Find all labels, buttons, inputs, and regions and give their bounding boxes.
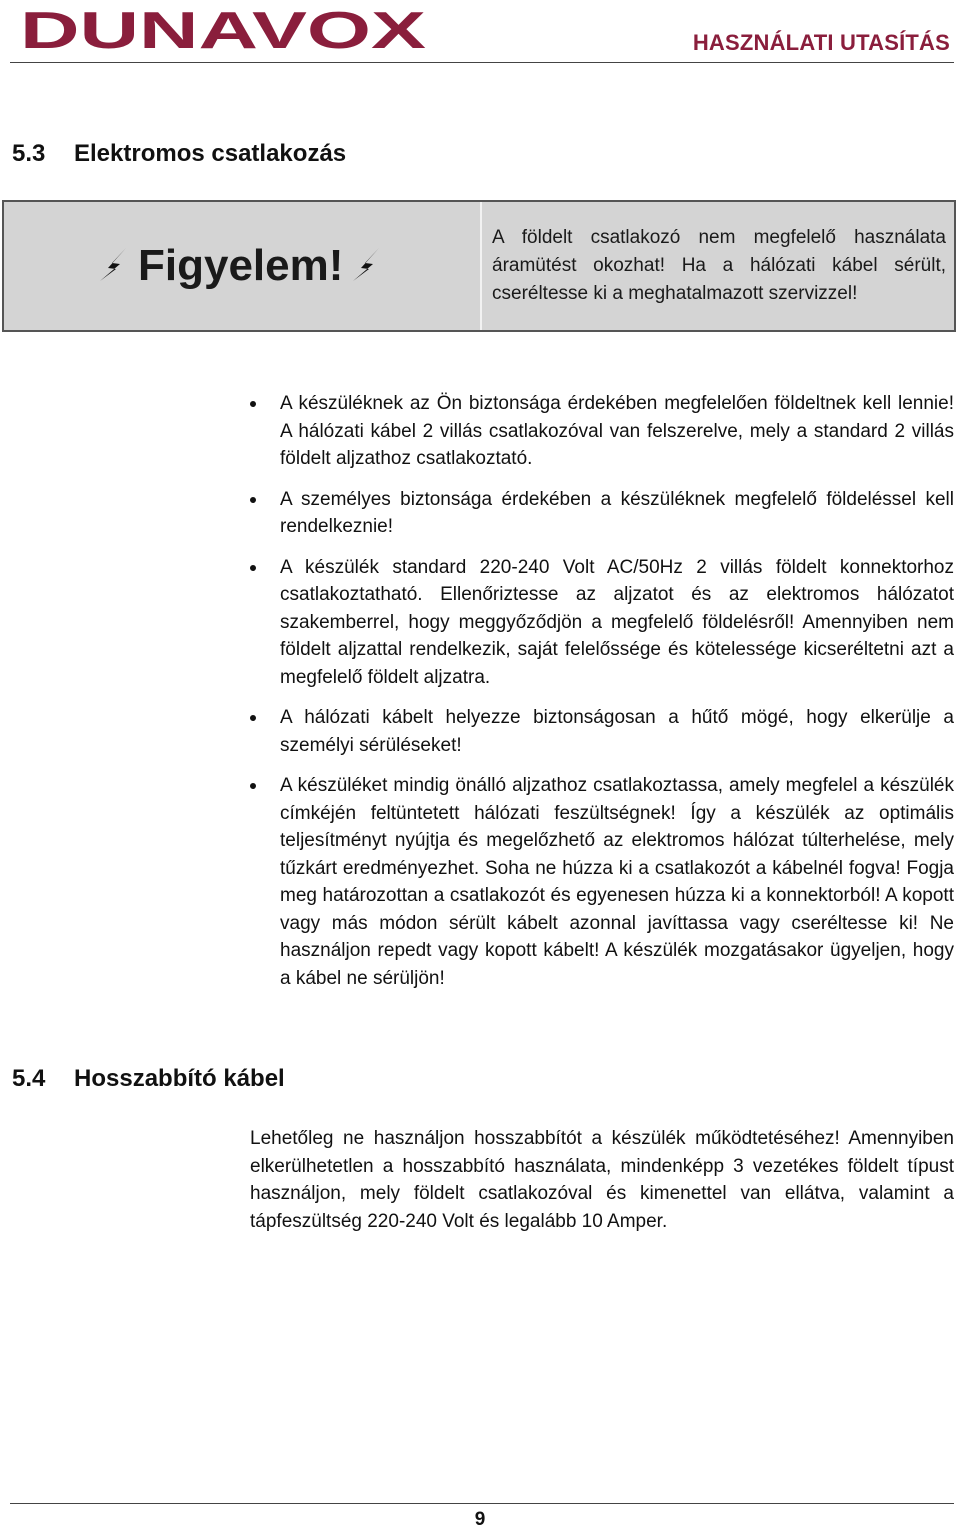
bullet-icon (250, 565, 256, 571)
section-number: 5.4 (12, 1065, 46, 1092)
safety-bullet-list (248, 390, 954, 1005)
header-divider (10, 62, 954, 63)
warning-label: Figyelem! (138, 241, 344, 290)
section-number: 5.3 (12, 140, 46, 167)
warning-divider (480, 202, 482, 330)
section-title: Hosszabbító kábel (74, 1065, 285, 1092)
footer-divider (10, 1503, 954, 1504)
page-number: 9 (474, 1509, 486, 1530)
bullet-icon (250, 715, 256, 721)
list-item-text: A személyes biztonsága érdekében a készüléknek megfelelő földeléssel kell rendelkeznie! (280, 488, 954, 537)
dunavox-logo (18, 6, 430, 54)
list-item-text: A készüléket mindig önálló aljzathoz csatlakoztassa, amely megfelel a készülék címkéjén feltüntetett hálózati feszültségnek! Így a készülék az optimális teljesítményt nyújtja és megelőzhető az elektromos hálózat túlterhelése, mely tűzkárt eredményezhet. Soha ne húzza ki a csatlakozót a kábelnél fogva! Fogja meg határozottan a csatlakozót és egyenesen húzza ki a konnektorból! A kopott vagy más módon sérült kábelt azonnal javíttassa vagy cseréltesse ki! Ne használjon repedt vagy kopott kábelt! A készülék mozgatásakor ügyeljen, hogy a kábel ne sérüljön! (280, 775, 954, 989)
bullet-icon (250, 497, 256, 503)
lightning-bolt-icon (94, 244, 134, 289)
warning-heading (94, 238, 387, 294)
section-title: Elektromos csatlakozás (74, 140, 347, 167)
section-heading-5-4 (12, 1065, 285, 1093)
extension-cable-paragraph: Lehetőleg ne használjon hosszabbítót a készülék működtetéséhez! Amennyiben elkerülhetetlen a hosszabbító használata, mindenképp 3 vezetékes földelt típust használjon, mely földelt csatlakozóval és kimenettel van ellátva, valamint a tápfeszültség 220-240 Volt és legalább 10 Amper. (250, 1128, 954, 1232)
warning-box (2, 200, 956, 332)
svg-text:DUNAVOX: DUNAVOX (20, 6, 427, 54)
list-item-text: A hálózati kábelt helyezze biztonságosan a hűtő mögé, hogy elkerülje a személyi sérüléseket! (280, 707, 954, 756)
list-item-text: A készüléknek az Ön biztonsága érdekében megfelelően földeltnek kell lennie! A hálózati kábel 2 villás csatlakozóval van felszerelve, mely a standard 2 villás földelt aljzathoz csatlakoztató. (280, 393, 954, 469)
list-item (248, 704, 954, 759)
section-heading-5-3 (12, 140, 346, 168)
bullet-icon (250, 783, 256, 789)
list-item-text: A készülék standard 220-240 Volt AC/50Hz 2 villás földelt konnektorhoz csatlakoztatható. Ellenőriztesse az aljzatot és az elektromos hálózatot szakemberrel, hogy meggyőződjön a megfelelő földelésről! Amennyiben nem földelt aljzattal rendelkezik, saját felelőssége és kötelessége kicseréltetni azt a megfelelő földelt aljzatra. (280, 556, 954, 688)
list-item (248, 772, 954, 992)
document-title: HASZNÁLATI UTASÍTÁS (692, 30, 950, 55)
list-item (248, 554, 954, 692)
lightning-bolt-icon (347, 244, 387, 289)
list-item (248, 486, 954, 541)
bullet-icon (250, 401, 256, 407)
warning-text: A földelt csatlakozó nem megfelelő használata áramütést okozhat! Ha a hálózati kábel sérült, cseréltesse ki a meghatalmazott szervizzel! (492, 227, 946, 304)
list-item (248, 390, 954, 473)
